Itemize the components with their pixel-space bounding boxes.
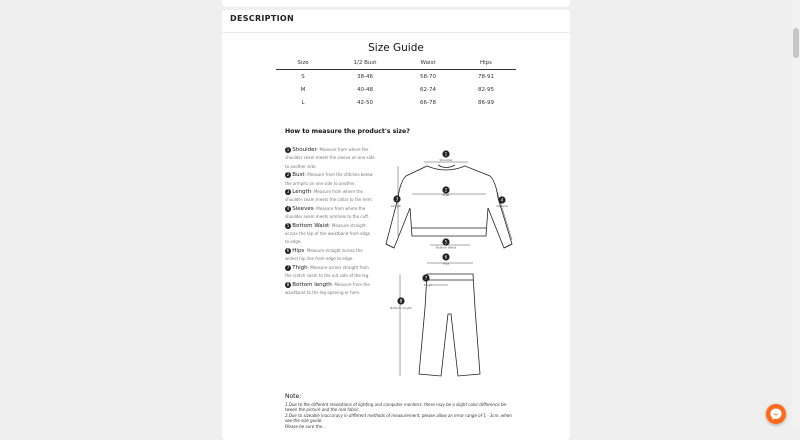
label-thigh: Thigh [423,283,433,287]
table-row [276,96,516,109]
size-guide-table [276,57,516,109]
messenger-icon [766,404,786,424]
badge-number: 7 [424,275,428,281]
how-to-measure-title: How to measure the product's size? [285,128,410,135]
size-table-header [276,57,516,70]
step-number: 4 [286,205,290,211]
table-row [276,83,516,96]
description-heading: DESCRIPTION [222,10,570,33]
step-text: - Measure from the waistband to the leg opening or hem. [285,281,370,295]
step-name: Thigh [292,264,308,271]
pants-outline [419,274,480,376]
step-text: - Measure from where the shoulder seam meets the collar to the hem. [285,189,373,203]
badge-number: 2 [444,187,448,193]
cell-waist: 62-74 [420,86,436,93]
note-block [285,394,520,430]
label-length: Length [390,204,402,208]
step-text: - Measure straight across the top of the waistband from edge to edge. [285,222,371,245]
col-bust: 1/2 Bust [353,60,377,66]
badge-number: 3 [395,196,399,202]
cell-bust: 38-46 [357,73,373,80]
cell-size: L [301,99,305,106]
cell-waist: 58-70 [420,73,436,80]
cell-bust: 40-48 [357,86,373,93]
note-label: Note: [285,393,302,400]
step-bottom-waist [285,222,375,247]
step-number: 2 [286,172,290,178]
badge-number: 4 [500,197,504,203]
badge-number: 6 [444,254,448,260]
col-hips: Hips [479,60,493,66]
cell-size: S [301,73,305,80]
step-name: Length [292,189,312,196]
scrollbar-thumb[interactable] [793,28,799,58]
step-bust [285,171,375,188]
previous-card [222,0,570,7]
step-length [285,188,375,205]
step-bottom-length [285,281,375,298]
step-thigh [285,264,375,281]
measure-steps [285,146,375,297]
note-line: tween the picture and the real fabric. [285,407,360,413]
description-card [222,10,570,440]
step-name: Bottom length [292,281,332,288]
label-sleeves: Sleeves [496,204,508,208]
step-number: 8 [286,281,290,287]
note-line: see the size guide. [285,418,323,424]
step-text: - Measure from where the shoulder seam meets armhole to the cuff. [285,205,370,220]
step-number: 1 [286,147,290,152]
diagram-labels [390,158,508,310]
step-name: Shoulder [292,147,317,153]
badge-number: 8 [399,298,403,304]
step-shoulder [285,146,375,171]
step-sleeves [285,205,375,222]
step-text: - Measure from the stitches below the armpits on one side to another. [285,172,373,186]
cell-hips: 82-95 [478,86,494,93]
label-shoulder: Shoulder [439,158,453,162]
step-text: - Measure across straight from the crotch seam to the out side of the leg. [285,264,370,279]
label-hips: Hips [442,261,450,266]
sweater-outline [386,165,512,248]
step-text: - Measure from where the shoulder seam meets the sleeve on one side to another side. [285,147,375,169]
table-row [276,70,516,83]
cell-size: M [300,86,306,93]
step-hips [285,247,375,264]
messenger-chat-button[interactable] [766,404,786,424]
step-name: Hips [292,247,305,254]
size-guide-title: Size Guide [368,42,424,54]
label-bottom-length: Bottom length [390,306,412,310]
cell-waist: 66-78 [420,99,436,106]
cell-hips: 86-99 [478,99,494,106]
step-name: Sleeves [292,205,314,212]
page-scrollbar[interactable] [792,0,800,429]
step-number: 7 [286,264,290,270]
label-bottom-waist: Bottom Waist [435,245,457,250]
step-number: 6 [286,247,290,253]
step-number: 3 [286,189,290,195]
cell-bust: 42-50 [357,99,373,106]
col-waist: Waist [420,60,436,66]
badge-number: 5 [444,239,448,245]
label-bust: Bust [442,193,450,197]
note-line: 2.Due to sizeable inaccuracy in different methods of measurement, please allow an error range of 1 - 3cm. when [285,412,512,418]
step-name: Bottom Waist [292,222,330,229]
step-text: - Measure straight across the widest hip line from edge to edge. [285,247,363,262]
step-name: Bust [292,172,305,179]
cell-hips: 78-91 [478,73,494,80]
badge-number: 1 [444,151,448,157]
note-line: 1.Due to the different resolutions of lighting and computer monitors, there may be a slight color difference be- [285,401,508,407]
measure-badges [390,150,505,304]
measurement-diagram [372,148,522,388]
step-number: 5 [286,222,290,228]
note-line: Please be sure the... [285,423,326,429]
col-size: Size [297,60,309,66]
